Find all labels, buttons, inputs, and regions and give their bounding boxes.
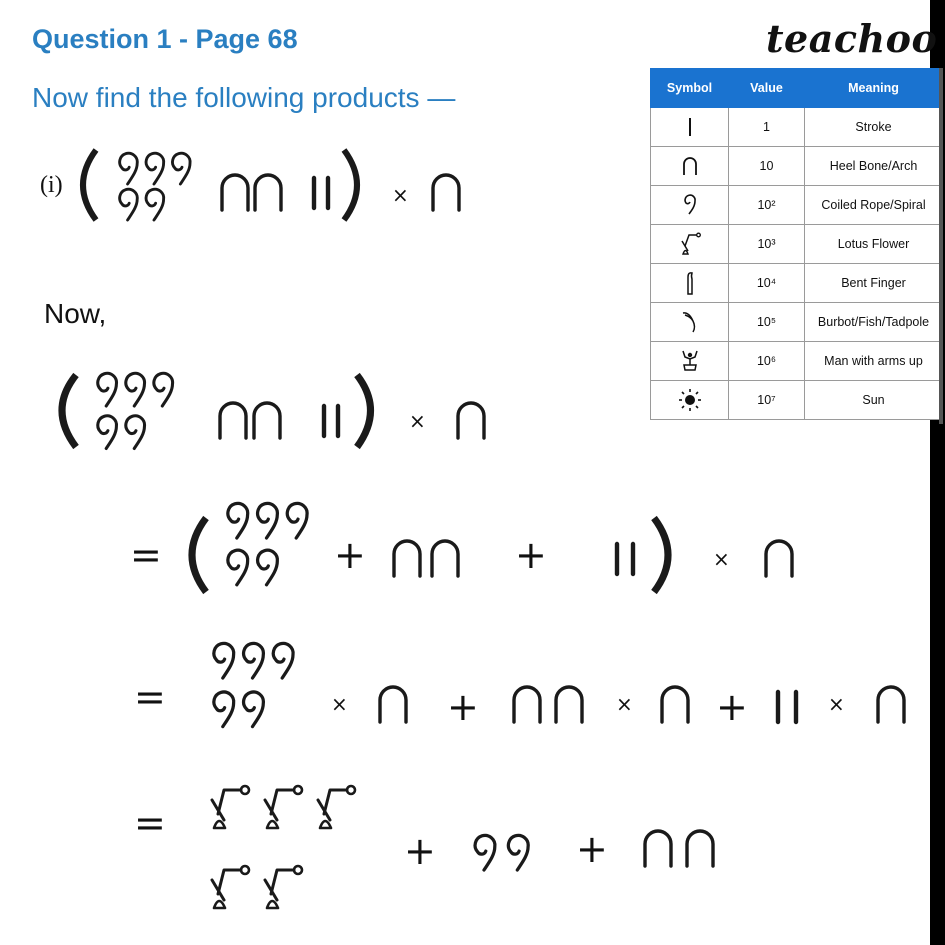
open-paren — [62, 375, 76, 447]
coiled-rope-group — [120, 153, 190, 220]
meaning-cell: Coiled Rope/Spiral — [805, 186, 943, 225]
heel-bone-group — [222, 175, 281, 210]
plus-sign: + — [515, 533, 547, 577]
plus-sign: + — [447, 685, 479, 729]
restated-expression — [62, 373, 484, 448]
value-cell: 10³ — [729, 225, 805, 264]
stroke-group — [617, 544, 633, 574]
value-cell: 10⁷ — [729, 381, 805, 420]
meaning-cell: Stroke — [805, 108, 943, 147]
equals-sign: = — [130, 533, 162, 577]
question-expression — [83, 150, 459, 220]
heel-bone-glyph — [458, 403, 484, 438]
open-paren — [83, 150, 96, 220]
heel-bone-glyph — [766, 541, 792, 576]
close-paren — [654, 518, 668, 592]
coiled-rope-group — [98, 373, 173, 448]
step-3-expression — [134, 786, 713, 908]
question-prompt: Now find the following products — — [32, 82, 456, 113]
lotus-flower-group — [212, 786, 355, 908]
close-paren — [357, 375, 371, 447]
meaning-cell: Heel Bone/Arch — [805, 147, 943, 186]
plus-sign: + — [716, 685, 748, 729]
meaning-cell: Burbot/Fish/Tadpole — [805, 303, 943, 342]
step-2-expression — [134, 643, 904, 729]
column-header: Meaning — [805, 69, 943, 108]
heel-bone-group — [394, 541, 458, 576]
heel-bone-group — [514, 687, 582, 722]
times-sign: × — [331, 692, 348, 716]
value-cell: 10 — [729, 147, 805, 186]
now-label: Now, — [44, 298, 107, 329]
equals-sign: = — [134, 675, 166, 719]
meaning-cell: Lotus Flower — [805, 225, 943, 264]
plus-sign: + — [404, 829, 436, 873]
heel-bone-group — [220, 403, 280, 438]
heel-bone-glyph — [433, 175, 459, 210]
value-cell: 1 — [729, 108, 805, 147]
open-paren — [192, 518, 206, 592]
column-header: Symbol — [651, 69, 729, 108]
meaning-cell: Man with arms up — [805, 342, 943, 381]
coiled-rope-group — [214, 643, 293, 726]
stroke-group — [778, 692, 796, 722]
equals-sign: = — [134, 801, 166, 845]
coiled-rope-group — [228, 503, 307, 584]
teachoo-logo: teachoo — [766, 16, 938, 61]
meaning-cell: Bent Finger — [805, 264, 943, 303]
value-cell: 10² — [729, 186, 805, 225]
step-1-expression — [130, 503, 792, 592]
meaning-cell: Sun — [805, 381, 943, 420]
page-title: Question 1 - Page 68 — [32, 24, 298, 54]
coiled-rope-group — [475, 835, 528, 870]
part-label: (i) — [40, 172, 63, 198]
close-paren — [344, 150, 357, 220]
value-cell: 10⁶ — [729, 342, 805, 381]
column-header: Value — [729, 69, 805, 108]
heel-bone-glyph — [380, 687, 406, 722]
times-sign: × — [392, 183, 409, 207]
value-cell: 10⁵ — [729, 303, 805, 342]
times-sign: × — [828, 692, 845, 716]
value-cell: 10⁴ — [729, 264, 805, 303]
plus-sign: + — [334, 533, 366, 577]
stroke-group — [324, 406, 338, 436]
times-sign: × — [616, 692, 633, 716]
times-sign: × — [713, 547, 730, 571]
times-sign: × — [409, 409, 426, 433]
stroke-group — [314, 178, 328, 208]
heel-bone-glyph — [662, 687, 688, 722]
heel-bone-glyph — [878, 687, 904, 722]
plus-sign: + — [576, 827, 608, 871]
heel-bone-group — [645, 831, 713, 866]
